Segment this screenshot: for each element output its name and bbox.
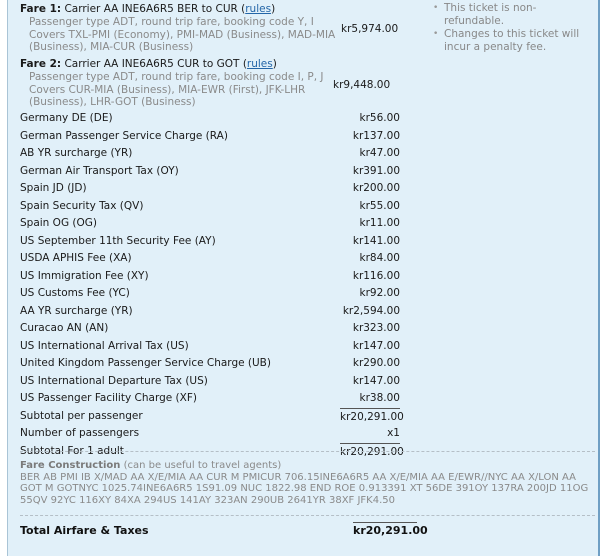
- paren: ): [272, 58, 277, 70]
- tax-label: USDA APHIS Fee (XA): [20, 252, 132, 264]
- tax-label: Curacao AN (AN): [20, 322, 109, 334]
- tax-amount: kr2,594.00: [342, 304, 400, 317]
- tax-row: [20, 250, 400, 268]
- tax-row: [20, 320, 400, 338]
- tax-label: Germany DE (DE): [20, 112, 113, 124]
- fare-1-carrier: Carrier AA INE6A6R5 BER to CUR (: [61, 3, 246, 15]
- fare-1-title: [20, 3, 400, 16]
- tax-label: US September 11th Security Fee (AY): [20, 234, 216, 247]
- tax-label: US International Arrival Tax (US): [20, 339, 189, 352]
- tax-label: AA YR surcharge (YR): [20, 304, 133, 317]
- tax-row: [20, 145, 400, 163]
- tax-label: German Passenger Service Charge (RA): [20, 129, 228, 142]
- fare-2-description: Passenger type ADT, round trip fare, booking code I, P, J Covers CUR-MIA (Business), MIA-EWR (First), JFK-LHR (Business), LHR-GOT (Business): [29, 71, 324, 108]
- tax-row: [20, 303, 400, 321]
- tax-amount: kr137.00: [352, 129, 400, 142]
- subtotal-adult-label: Subtotal For 1 adult: [20, 444, 124, 457]
- tax-label: US Customs Fee (YC): [20, 287, 130, 299]
- tax-amount: kr147.00: [352, 374, 400, 387]
- tax-amount: kr84.00: [359, 252, 400, 264]
- total-amount: kr20,291.00: [353, 524, 428, 537]
- tax-amount: kr391.00: [352, 164, 400, 177]
- fare-construction-text: BER AB PMI IB X/MAD AA X/E/MIA AA CUR M PMICUR 706.15INE6A6R5 AA X/E/MIA AA E/EWR//NYC AA X/LON AA GOT M GOTNYC 1025.74INE6A6R5 1S91.09 NUC 1822.98 END ROE 0.913391 XT 56DE 391OY 137RA 200JD 11OG 55QV 92YC 116XY 84XA 294US 141AY 323AN 290UB 2641YR 38XF JFK4.50: [20, 471, 589, 506]
- tax-list: [20, 110, 404, 460]
- fare-construction-subheading: (can be useful to travel agents): [120, 460, 282, 471]
- tax-amount: kr38.00: [359, 392, 400, 404]
- fare-1-amount: kr5,974.00: [341, 23, 399, 35]
- tax-amount: kr55.00: [359, 199, 400, 212]
- fare-construction: [20, 460, 590, 506]
- num-passengers-label: Number of passengers: [20, 427, 140, 439]
- tax-label: Spain Security Tax (QV): [20, 199, 144, 212]
- fare-2-label: Fare 2:: [20, 58, 62, 70]
- tax-label: United Kingdom Passenger Service Charge (UB): [20, 357, 271, 369]
- tax-row: [20, 180, 400, 198]
- paren: ): [271, 3, 276, 15]
- tax-label: AB YR surcharge (YR): [20, 147, 133, 159]
- fare-2-title: [20, 58, 400, 71]
- tax-row: [20, 128, 400, 146]
- subtotal-adult-amount: kr20,291.00: [340, 443, 400, 461]
- tax-label: Spain JD (JD): [20, 182, 87, 194]
- tax-amount: kr47.00: [359, 147, 400, 159]
- fare-1-label: Fare 1:: [20, 3, 62, 15]
- tax-amount: kr116.00: [352, 269, 400, 282]
- subtotal-per-passenger-amount: kr20,291.00: [340, 408, 400, 426]
- tax-row: [20, 373, 400, 391]
- tax-row: [20, 285, 400, 303]
- tax-amount: kr323.00: [352, 322, 400, 334]
- tax-row: [20, 163, 400, 181]
- tax-amount: kr200.00: [352, 182, 400, 194]
- tax-row: [20, 268, 400, 286]
- fare-construction-heading-line: [20, 460, 590, 472]
- total-row: [20, 524, 428, 544]
- tax-label: US International Departure Tax (US): [20, 374, 208, 387]
- tax-amount: kr92.00: [359, 287, 400, 299]
- tax-amount: kr56.00: [359, 112, 400, 124]
- note-penalty-fee: • Changes to this ticket will incur a penalty fee.: [433, 28, 594, 54]
- fare-1-rules-link[interactable]: rules: [245, 3, 272, 15]
- tax-row: [20, 110, 400, 128]
- tax-label: US Immigration Fee (XY): [20, 269, 149, 282]
- tax-row: [20, 338, 400, 356]
- tax-amount: kr290.00: [352, 357, 400, 369]
- tax-amount: kr147.00: [352, 339, 400, 352]
- total-label: Total Airfare & Taxes: [20, 524, 149, 537]
- tax-amount: kr11.00: [359, 217, 400, 229]
- num-passengers-row: [20, 425, 400, 443]
- tax-row: [20, 390, 400, 408]
- tax-row: [20, 198, 400, 216]
- tax-label: US Passenger Facility Charge (XF): [20, 392, 197, 404]
- fare-2-rules-link[interactable]: rules: [246, 58, 273, 70]
- subtotal-per-passenger-row: [20, 408, 404, 426]
- tax-row: [20, 215, 400, 233]
- tax-row: [20, 233, 400, 251]
- tax-row: [20, 355, 400, 373]
- tax-label: Spain OG (OG): [20, 217, 98, 229]
- tax-amount: kr141.00: [352, 234, 400, 247]
- fare-2-carrier: Carrier AA INE6A6R5 CUR to GOT (: [61, 58, 247, 70]
- subtotal-per-passenger-label: Subtotal per passenger: [20, 409, 143, 422]
- fare-1-description: Passenger type ADT, round trip fare, booking code Y, I Covers TXL-PMI (Economy), PMI-MAD (Business), MAD-MIA (Business), MIA-CUR (Business): [29, 16, 336, 53]
- fare-construction-heading: Fare Construction: [20, 460, 121, 471]
- tax-label: German Air Transport Tax (OY): [20, 164, 179, 177]
- ticket-notes: [433, 2, 594, 54]
- note-non-refundable: • This ticket is non-refundable.: [433, 2, 594, 28]
- divider: [20, 515, 595, 516]
- divider: [20, 451, 595, 452]
- num-passengers-value: x1: [387, 427, 400, 439]
- fare-2-amount: kr9,448.00: [333, 79, 391, 91]
